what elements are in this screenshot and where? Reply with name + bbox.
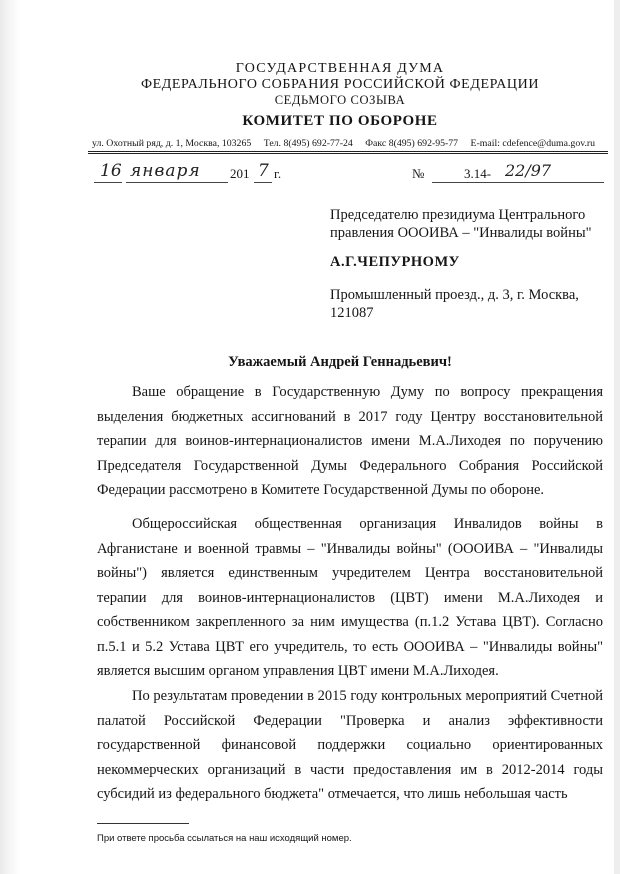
letterhead-contacts [92,138,604,149]
contact-address: ул. Охотный ряд, д. 1, Москва, 103265 [92,138,252,149]
scan-right-edge [614,0,620,874]
body-paragraph-2: Общероссийская общественная организация Инвалидов войны в Афганистане и военной травмы – "Инвалиды войны" (ОООИВА – "Инвалиды войны") является единственным учредителем Центра восстановительной терапии для воинов-интернационалистов (ЦВТ) имени М.А.Лиходея и собственником закрепленного за ним имущества (п.1.2 Устава ЦВТ). Согласно п.5.1 и 5.2 Устава ЦВТ его учредитель, то есть ОООИВА – "Инвалиды войны" является высшим органом управления ЦВТ имени М.А.Лиходея. [97,516,603,679]
number-underline [432,182,604,183]
salutation: Уважаемый Андрей Геннадьевич! [228,354,452,370]
number-sign: № [412,166,425,181]
body-paragraph-1: Ваше обращение в Государственную Думу по вопросу прекращения выделения бюджетных ассигнований в 2017 году Центру восстановительной терапии для воинов-интернационалистов имени М.А.Лиходея по поручению Председателя Государственной Думы Федерального Собрания Российской Федерации рассмотрено в Комитете Государственной Думы по обороне. [97,384,603,498]
date-year-underline [254,182,272,183]
footnote: При ответе просьба ссылаться на наш исходящий номер. [97,833,352,844]
date-suffix: г. [274,166,282,181]
letterhead-rule-second [88,153,608,154]
date-year-printed: 201 [230,166,250,181]
letterhead-rule [88,151,608,152]
scan-edge-shadow [0,0,20,874]
date-day-underline [94,182,122,183]
date-month-underline [126,182,228,183]
body-paragraph-3: По результатам проведении в 2015 году контрольных мероприятий Счетной палатой Российской Федерации "Проверка и анализ эффективности государственной финансовой поддержки социально ориентированных некоммерческих организаций в части предоставления им в 2012-2014 годы субсидий из федерального бюджета" отмечается, что лишь небольшая часть [97,688,603,802]
number-prefix: 3.14- [464,166,492,181]
letterhead-convocation: СЕДЬМОГО СОЗЫВА [274,93,406,107]
contact-fax: Факс 8(495) 692-95-77 [365,138,459,149]
contact-email: E-mail: cdefence@duma.gov.ru [470,138,596,149]
addressee-name: А.Г.ЧЕПУРНОМУ [330,254,460,270]
addressee-address: Промышленный проезд., д. 3, г. Москва, 121087 [330,287,579,321]
footnote-rule [97,823,189,824]
number-handwritten: 22/97 [505,161,552,180]
letterhead-committee: КОМИТЕТ ПО ОБОРОНЕ [242,113,438,129]
date-year-handwritten: 7 [258,161,269,181]
contact-phone: Тел. 8(495) 692-77-24 [263,138,353,149]
date-day-handwritten: 16 [100,161,122,181]
outgoing-date [92,161,292,185]
letterhead-federal-assembly: ФЕДЕРАЛЬНОГО СОБРАНИЯ РОССИЙСКОЙ ФЕДЕРАЦИИ [140,77,540,92]
addressee-position: Председателю президиума Центрального правления ОООИВА – "Инвалиды войны" [330,207,592,241]
letterhead-duma: ГОСУДАРСТВЕННАЯ ДУМА [235,61,445,76]
date-month-handwritten: января [130,161,201,181]
outgoing-number [412,161,608,185]
